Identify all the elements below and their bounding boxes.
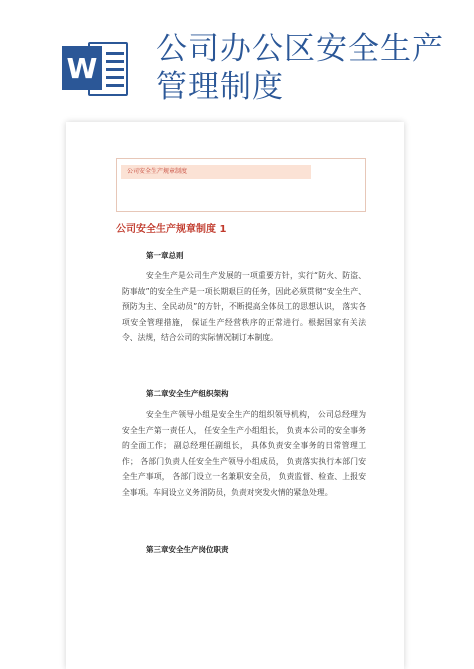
paragraph-2: 安全生产领导小组是安全生产的组织领导机构， 公司总经理为安全生产第一责任人， 任安全生产小组组长， 负责本公司的安全事务的全面工作； 副总经理任副组长， 具体负责安全事务的日常管理工作； 各部门负责人任安全生产领导小组成员， 负责落实执行本部门安全生产事项， 各部门设立一名兼职安全员， 负责监督、检查、上报安全事项。车间设立义务消防员，负责对突发火情的紧急处理。 — [122, 410, 366, 497]
chapter-heading-1: 第一章总则 — [146, 251, 184, 260]
regulation-title: 公司安全生产规章制度 1 — [116, 224, 227, 235]
header — [0, 0, 474, 110]
chapter-heading-3: 第三章安全生产岗位职责 — [146, 545, 229, 554]
paragraph-1: 安全生产是公司生产发展的一项重要方针，实行“防火、防盗、防事故”的安全生产是一项长期艰巨的任务，因此必须贯彻“安全生产、预防为主、全民动员”的方针，不断提高全体员工的思想认识， 落实各项安全管理措施， 保证生产经营秩序的正常进行。根据国家有关法令、法规，结合公司的实际情况制订本制度。 — [122, 271, 366, 343]
document-page — [66, 122, 404, 669]
document-banner — [116, 158, 366, 212]
word-icon — [62, 38, 128, 100]
word-letter-badge: W — [62, 46, 102, 90]
chapter-heading-2: 第二章安全生产组织架构 — [146, 389, 229, 398]
banner-label: 公司安全生产规章制度 — [121, 165, 311, 179]
page-title: 公司办公区安全生产管理制度 — [156, 31, 444, 105]
